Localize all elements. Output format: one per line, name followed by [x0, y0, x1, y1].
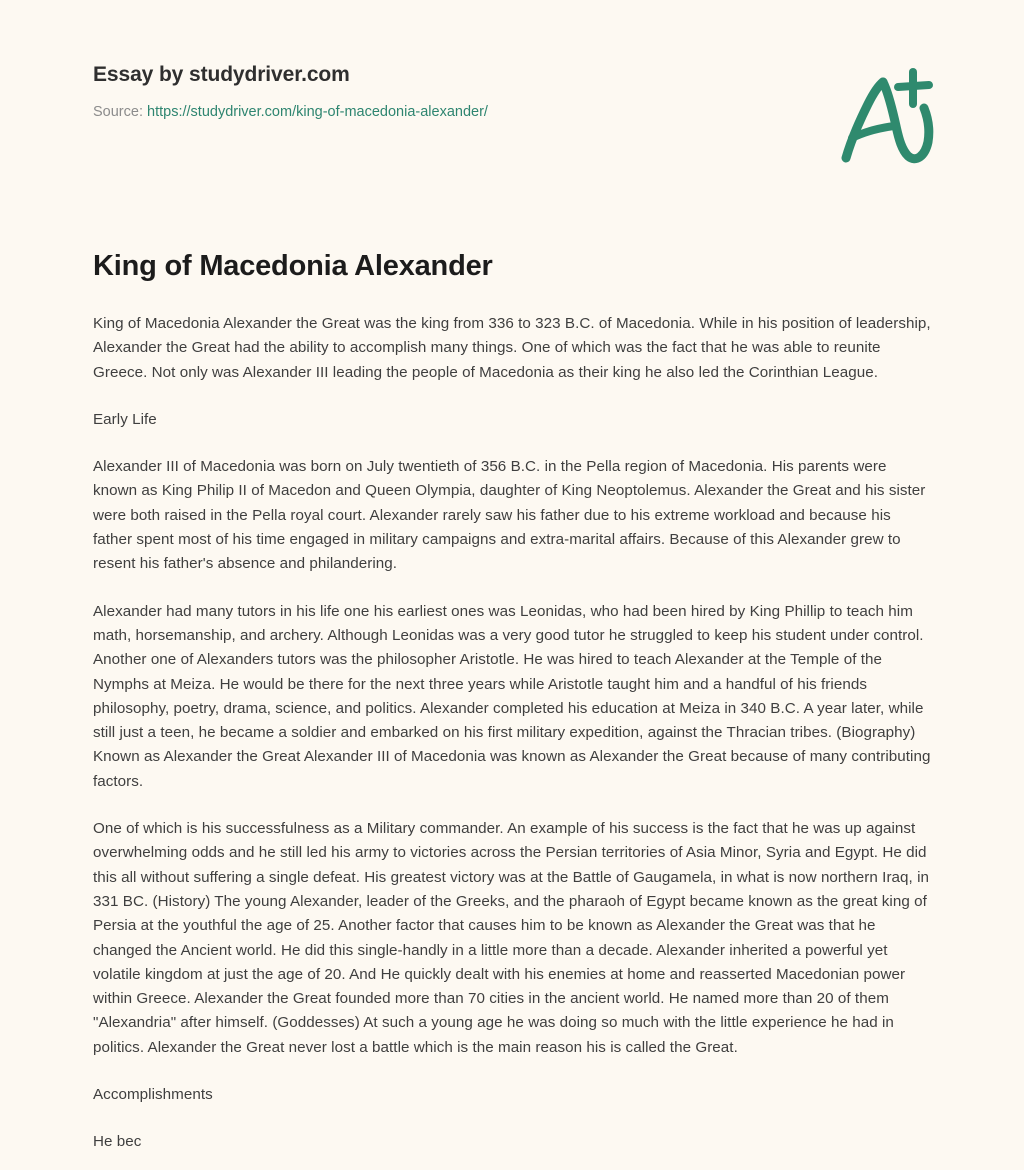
- byline: Essay by studydriver.com: [93, 63, 350, 86]
- section-heading-early-life: Early Life: [93, 410, 157, 428]
- essay-body: [93, 312, 933, 1155]
- paragraph-intro: King of Macedonia Alexander the Great was the king from 336 to 323 B.C. of Macedonia. While in his position of leadership, Alexander the Great had the ability to accomplish many things. One of which was the fact that he was able to reunite Greece. Not only was Alexander III leading the people of Macedonia as their king he also led the Corinthian League.: [93, 315, 931, 381]
- essay-header: [93, 62, 944, 182]
- paragraph-early-life-1: Alexander III of Macedonia was born on July twentieth of 356 B.C. in the Pella region of Macedonia. His parents were known as King Philip II of Macedon and Queen Olympia, daughter of King Neoptolemus. Alexander the Great and his sister were both raised in the Pella royal court. Alexander rarely saw his father due to his extreme workload and because his father spent most of his time engaged in military campaigns and extra-marital affairs. Because of this Alexander grew to resent his father's absence and philandering.: [93, 458, 926, 573]
- section-heading-accomplishments: Accomplishments: [93, 1086, 213, 1104]
- paragraph-early-life-2: Alexander had many tutors in his life one his earliest ones was Leonidas, who had been hired by King Phillip to teach him math, horsemanship, and archery. Although Leonidas was a very good tutor he struggled to keep his student under control. Another one of Alexanders tutors was the philosopher Aristotle. He was hired to teach Alexander at the Temple of the Nymphs at Meiza. He would be there for the next three years while Aristotle taught him and a handful of his friends philosophy, poetry, drama, science, and politics. Alexander completed his education at Meiza in 340 B.C. A year later, while still just a teen, he became a soldier and embarked on his first military expedition, against the Thracian tribes. (Biography) Known as Alexander the Great Alexander III of Macedonia was known as Alexander the Great because of many contributing factors.: [93, 602, 931, 790]
- studydriver-a-plus-logo-icon: [830, 60, 940, 170]
- source-line: [93, 103, 944, 122]
- source-label: Source:: [93, 104, 143, 121]
- paragraph-greatness: One of which is his successfulness as a Military commander. An example of his success is the fact that he was up against overwhelming odds and he still led his army to victories across the Persian territories of Asia Minor, Syria and Egypt. He did this all without suffering a single defeat. His greatest victory was at the Battle of Gaugamela, in what is now northern Iraq, in 331 BC. (History) The young Alexander, leader of the Greeks, and the pharaoh of Egypt became known as the great king of Persia at the youthful the age of 25. Another factor that causes him to be known as Alexander the Great was that he changed the Ancient world. He did this single-handly in a little more than a decade. Alexander inherited a powerful yet volatile kingdom at just the age of 20. And He quickly dealt with his enemies at home and reasserted Macedonian power within Greece. Alexander the Great founded more than 70 cities in the ancient world. He named more than 20 of them "Alexandria" after himself. (Goddesses) At such a young age he was doing so much with the little experience he had in politics. Alexander the Great never lost a battle which is the main reason his is called the Great.: [93, 820, 930, 1056]
- source-url-link[interactable]: https://studydriver.com/king-of-macedonia-alexander/: [147, 104, 488, 121]
- page-title: King of Macedonia Alexander: [93, 250, 493, 282]
- paragraph-accomplishments-truncated: He bec: [93, 1133, 142, 1151]
